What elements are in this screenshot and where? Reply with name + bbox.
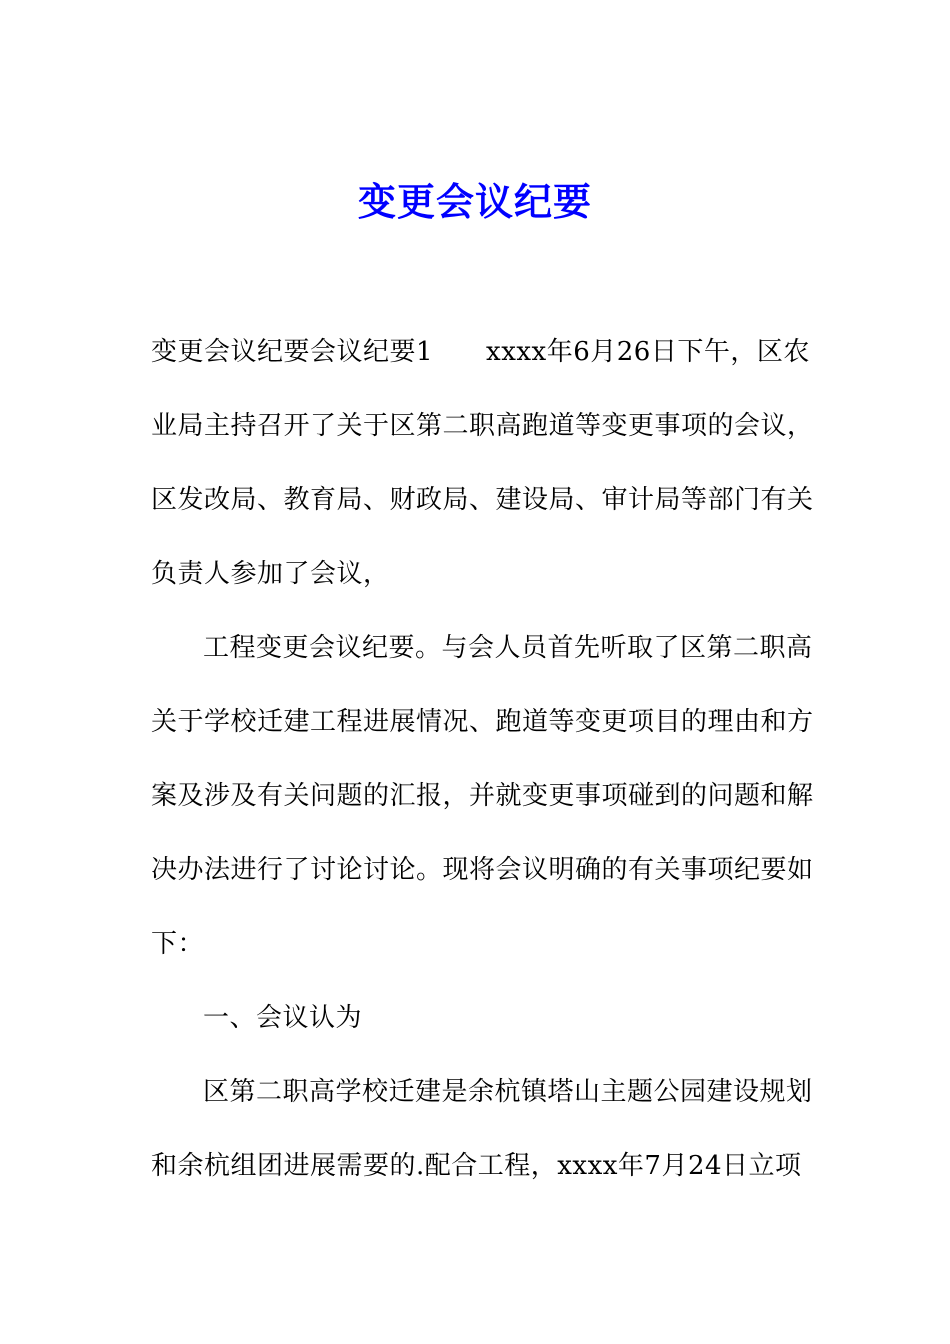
- text-line: 和余杭组团进展需要的.配合工程，xxxx年7月24日立项: [151, 1151, 802, 1181]
- document-title: 变更会议纪要: [357, 179, 592, 224]
- text-line: 决办法进行了讨论讨论。现将会议明确的有关事项纪要如: [151, 855, 814, 885]
- text-line: 负责人参加了会议，: [151, 559, 390, 589]
- text-line: 关于学校迁建工程进展情况、跑道等变更项目的理由和方: [151, 707, 814, 737]
- text-line: 区第二职高学校迁建是余杭镇塔山主题公园建设规划: [203, 1077, 813, 1107]
- text-line: 工程变更会议纪要。与会人员首先听取了区第二职高: [203, 633, 813, 663]
- text-line: 业局主持召开了关于区第二职高跑道等变更事项的会议，: [151, 411, 814, 441]
- document-body: [151, 324, 814, 1212]
- text-line: 区发改局、教育局、财政局、建设局、审计局等部门有关: [151, 485, 814, 515]
- text-line: 案及涉及有关问题的汇报，并就变更事项碰到的问题和解: [151, 781, 814, 811]
- section-heading: 一、会议认为: [203, 1003, 363, 1033]
- text-line: 变更会议纪要会议纪要1 xxxx年6月26日下午，区农: [151, 337, 810, 367]
- text-line: 下：: [151, 929, 205, 959]
